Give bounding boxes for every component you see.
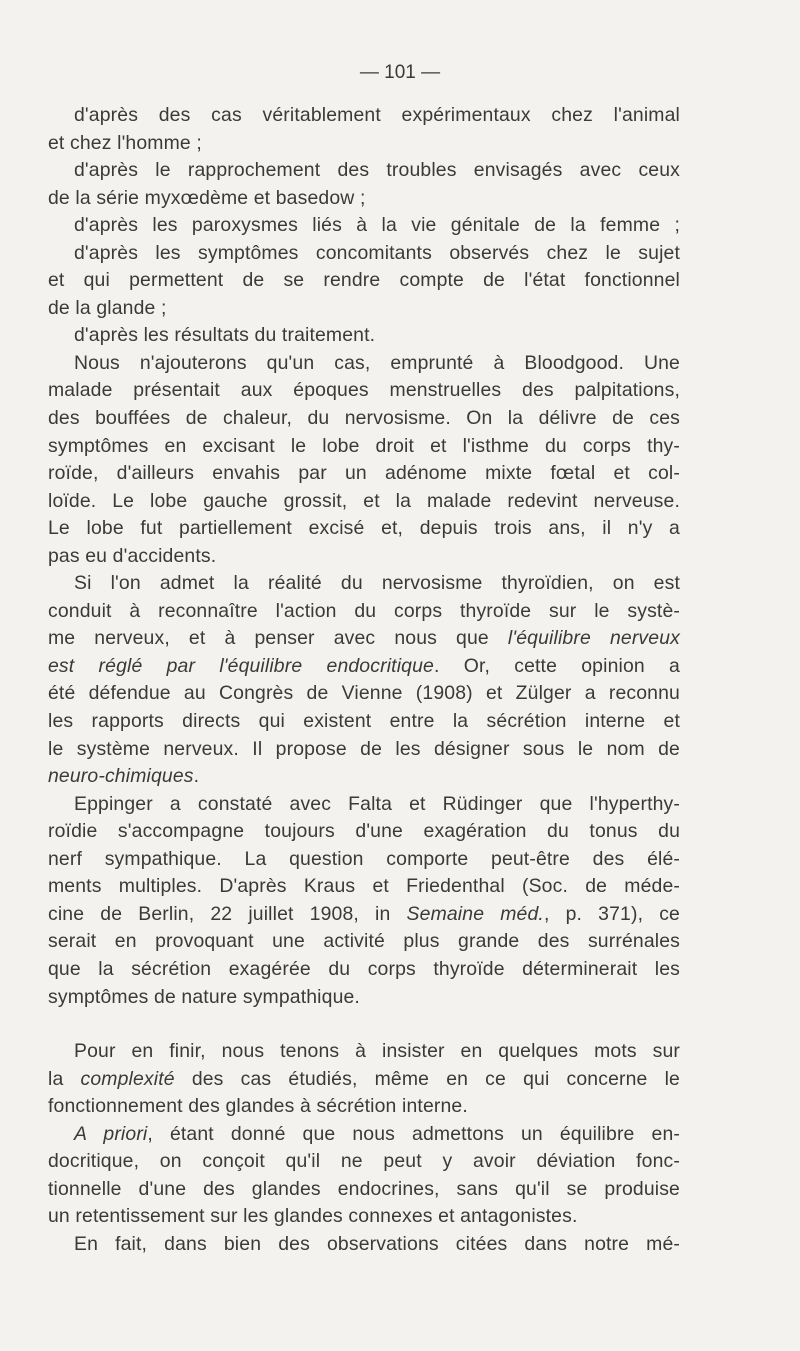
text-line [48,405,680,433]
text-line [48,515,680,543]
text-line [48,157,680,185]
text-line [48,680,680,708]
text-line [48,846,680,874]
line-text: de la glande ; [48,296,167,319]
text-line [48,267,680,295]
italic-text: est réglé par l'équilibre endocritique [48,654,434,677]
line-text: cine de Berlin, 22 juillet 1908, in [48,902,407,925]
text-line [48,322,680,350]
line-text: . [193,765,200,788]
italic-text: A priori [74,1122,148,1145]
text-line [48,928,680,956]
text-line [48,653,680,681]
line-text: Pour en finir, nous tenons à insister en quelques mots sur [74,1040,680,1063]
line-text: d'après le rapprochement des troubles envisagés avec ceux [74,159,680,182]
text-line [48,1203,680,1231]
line-text: , p. 371), ce [543,902,680,925]
line-text: pas eu d'accidents. [48,544,217,567]
line-text: la [48,1067,81,1090]
text-line [48,350,680,378]
text-line [48,598,680,626]
text-line [48,1093,680,1121]
text-line [48,212,680,240]
text-line [48,185,680,213]
text-line [48,1066,680,1094]
text-line [48,763,680,791]
line-text: d'après les paroxysmes liés à la vie génitale de la femme ; [74,214,680,237]
text-line [48,1176,680,1204]
italic-text: neuro-chimiques [48,765,194,788]
text-line [48,956,680,984]
italic-text: complexité [80,1067,175,1090]
line-text: tionnelle d'une des glandes endocrines, sans qu'il se produise [48,1177,680,1200]
text-line [48,625,680,653]
line-text: des cas étudiés, même en ce qui concerne le [174,1067,680,1090]
line-text: conduit à reconnaître l'action du corps thyroïde sur le systè- [48,599,680,622]
text-line [48,1038,680,1066]
line-text: symptômes de nature sympathique. [48,985,360,1008]
line-text: Si l'on admet la réalité du nervosisme thyroïdien, on est [74,572,680,595]
text-line [48,102,680,130]
text-line [48,240,680,268]
text-line [48,543,680,571]
text-line [48,488,680,516]
line-text: que la sécrétion exagérée du corps thyroïde déterminerait les [48,957,680,980]
line-text: d'après des cas véritablement expérimentaux chez l'animal [74,104,680,126]
text-line [48,901,680,929]
line-text: un retentissement sur les glandes connexes et antagonistes. [48,1205,578,1228]
line-text: les rapports directs qui existent entre la sécrétion interne et [48,710,680,733]
paragraph-gap [48,1011,680,1038]
line-text: été défendue au Congrès de Vienne (1908) et Zülger a reconnu [48,682,680,705]
italic-text: Semaine méd. [406,902,544,925]
line-text: Eppinger a constaté avec Falta et Rüdinger que l'hyperthy- [74,792,680,815]
text-line [48,984,680,1012]
line-text: de la série myxœdème et basedow ; [48,186,366,209]
text-line [48,1148,680,1176]
page-number: — 101 — [359,62,441,83]
line-text: nerf sympathique. La question comporte peut-être des élé- [48,847,680,870]
line-text: me nerveux, et à penser avec nous que [48,627,508,650]
line-text: loïde. Le lobe gauche grossit, et la malade redevint nerveuse. [48,489,680,512]
line-text: d'après les symptômes concomitants observés chez le sujet [74,241,680,264]
text-line [48,736,680,764]
line-text: Le lobe fut partiellement excisé et, depuis trois ans, il n'y a [48,517,680,540]
line-text: En fait, dans bien des observations citées dans notre mé- [74,1232,680,1255]
line-text: fonctionnement des glandes à sécrétion interne. [48,1095,468,1118]
line-text: serait en provoquant une activité plus grande des surrénales [48,930,680,953]
text-line [48,818,680,846]
text-line [48,873,680,901]
line-text: d'après les résultats du traitement. [74,324,376,347]
line-text: Nous n'ajouterons qu'un cas, emprunté à Bloodgood. Une [74,351,680,374]
text-line [48,377,680,405]
text-line [48,433,680,461]
text-line [48,1231,680,1259]
text-line [48,708,680,736]
body-text [48,102,680,1258]
line-text: le système nerveux. Il propose de les désigner sous le nom de [48,737,680,760]
line-text: roïdie s'accompagne toujours d'une exagération du tonus du [48,820,680,843]
text-line [48,130,680,158]
line-text: symptômes en excisant le lobe droit et l'isthme du corps thy- [48,434,680,457]
line-text: des bouffées de chaleur, du nervosisme. On la délivre de ces [48,407,680,430]
line-text: et qui permettent de se rendre compte de l'état fonctionnel [48,269,680,292]
line-text: ments multiples. D'après Kraus et Friedenthal (Soc. de méde- [48,875,680,898]
line-text: docritique, on conçoit qu'il ne peut y avoir déviation fonc- [48,1150,680,1173]
text-line [48,295,680,323]
text-line [48,1121,680,1149]
text-line [48,460,680,488]
line-text: , étant donné que nous admettons un équilibre en- [147,1122,680,1145]
line-text: . Or, cette opinion a [433,654,680,677]
italic-text: l'équilibre nerveux [507,627,680,650]
text-line [48,791,680,819]
text-line [48,570,680,598]
line-text: roïde, d'ailleurs envahis par un adénome mixte fœtal et col- [48,462,680,485]
line-text: et chez l'homme ; [48,131,202,154]
line-text: malade présentait aux époques menstruelles des palpitations, [48,379,680,402]
